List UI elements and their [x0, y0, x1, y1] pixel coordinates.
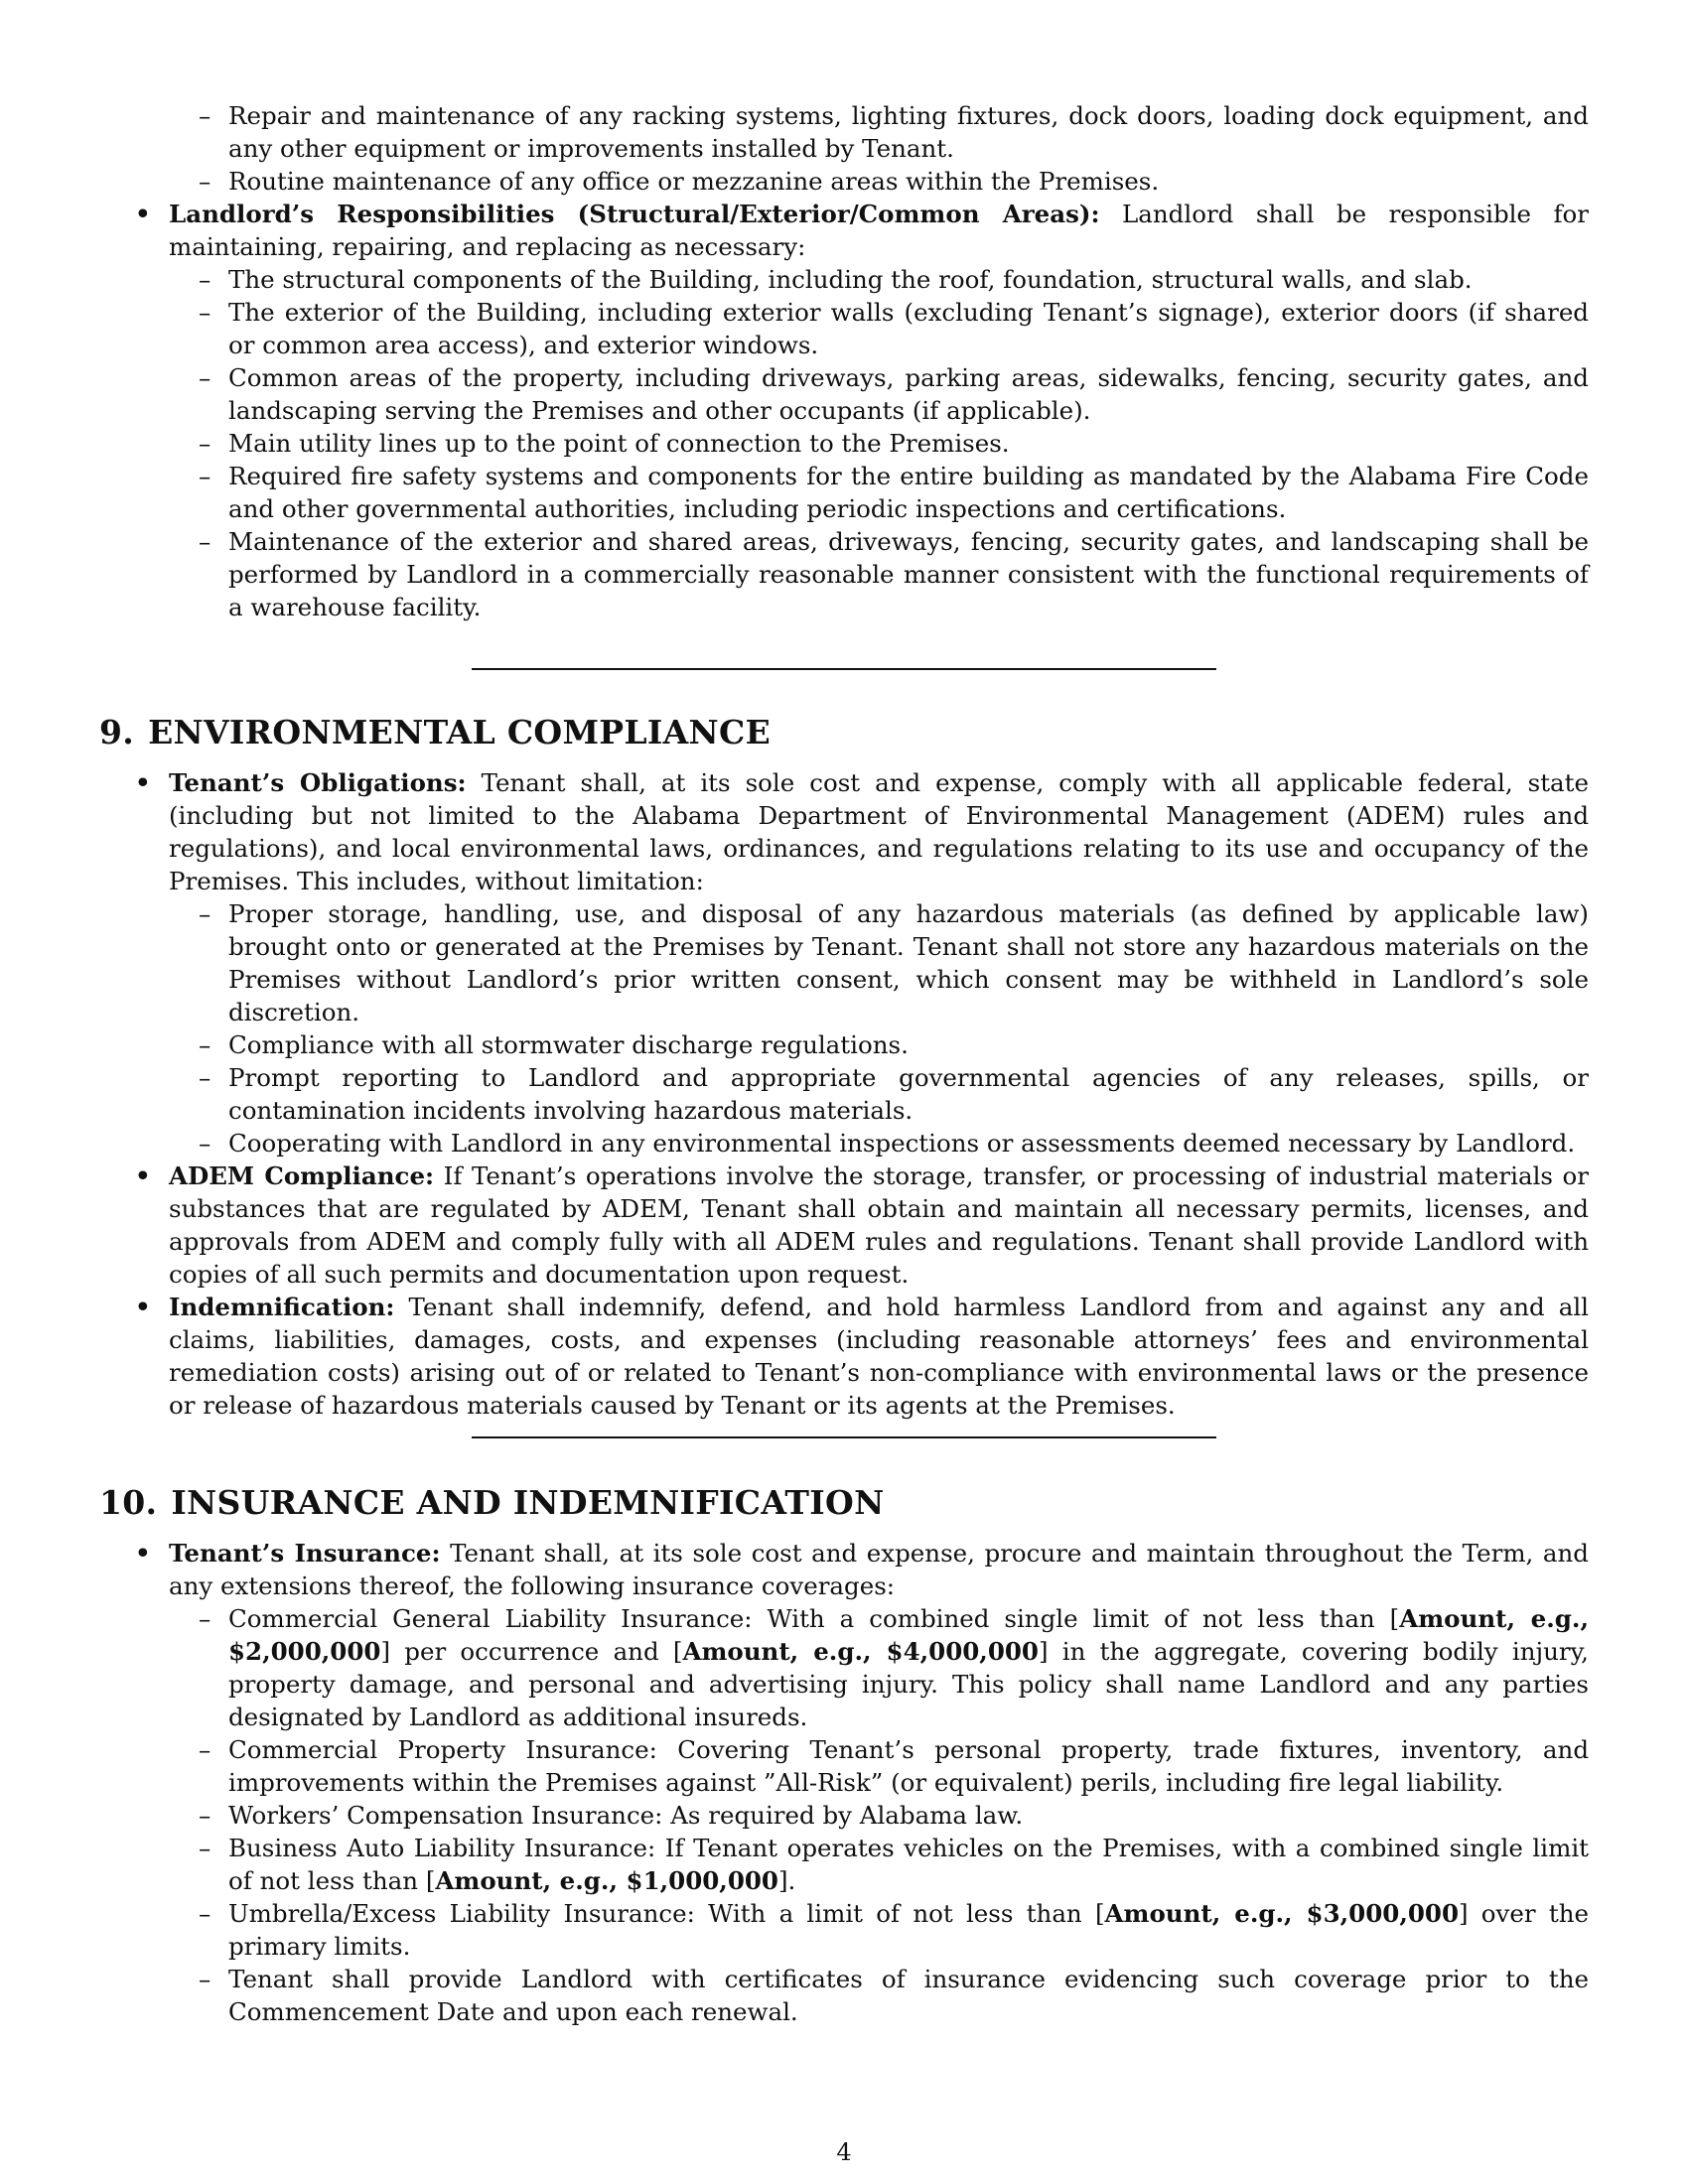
bullet-label: ADEM Compliance: — [169, 1161, 435, 1190]
list-item: – Required fire safety systems and components for the entire building as mandated by the Alabama Fire Code and other governmental authorities, including periodic inspections and certifications. — [199, 462, 1589, 523]
bullet-item: • Tenant’s Insurance: Tenant shall, at its sole cost and expense, procure and maintain throughout the Term, and any extensions thereof, the following insurance coverages: – Commercial General Liability Insurance: With a combined single limit of not less than [Amount, e.g., $2,000,000] per occurrence and [Amount, e.g., $4,000,000] in the aggregate, covering bodily injury, property damage, and personal and advertising injury. This policy shall name Landlord and any parties designated by Landlord as additional insureds. – Commercial Property Insurance: Covering Tenant’s personal property, trade fixtures, inventory, and improvements within the Premises against ”All-Risk” (or equivalent) perils, including fire legal liability. – Workers’ Compensation Insurance: As required by Alabama law. – Business Auto Liability Insurance: If Tenant operates vehicles on the Premises, with a combined single limit of not less than [Amount, e.g., $1,000,000]. – Umbrella/Excess Liability Insurance: With a limit of not less than [Amount, e.g., $3,000,000] over the primary limits. – Tenant shall provide Landlord with certificates of insurance evidencing such coverage prior to the Commencement Date and upon each renewal. — [99, 1537, 1589, 2028]
section-9-heading: 9. ENVIRONMENTAL COMPLIANCE — [99, 713, 772, 751]
list-item: – Commercial General Liability Insurance: With a combined single limit of not less than [Amount, e.g., $2,000,000] per occurrence and [Amount, e.g., $4,000,000] in the aggregate, covering bodily injury, property damage, and personal and advertising injury. This policy shall name Landlord and any parties designated by Landlord as additional insureds. — [199, 1604, 1589, 1731]
list-item: – Common areas of the property, including driveways, parking areas, sidewalks, fencing, security gates, and landscaping serving the Premises and other occupants (if applicable). — [199, 363, 1589, 425]
list-item: – Repair and maintenance of any racking systems, lighting fixtures, dock doors, loading dock equipment, and any other equipment or improvements installed by Tenant. — [199, 101, 1589, 163]
insurance-items — [99, 1602, 1589, 2028]
section-10-body — [99, 1537, 1589, 2028]
list-item: – Compliance with all stormwater discharge regulations. — [199, 1030, 909, 1059]
section-divider — [472, 1436, 1216, 1438]
bullet-label: Tenant’s Obligations: — [169, 768, 467, 797]
list-item: – Proper storage, handling, use, and disposal of any hazardous materials (as defined by applicable law) brought onto or generated at the Premises by Tenant. Tenant shall not store any hazardous materials on the Premises without Landlord’s prior written consent, which consent may be withheld in Landlord’s sole discretion. — [199, 899, 1589, 1026]
list-item: – Maintenance of the exterior and shared areas, driveways, fencing, security gates, and landscaping shall be performed by Landlord in a commercially reasonable manner consistent with the functional requirements of a warehouse facility. — [199, 527, 1589, 621]
page-number: 4 — [836, 2138, 852, 2166]
list-item: – Commercial Property Insurance: Covering Tenant’s personal property, trade fixtures, inventory, and improvements within the Premises against ”All-Risk” (or equivalent) perils, including fire legal liability. — [199, 1735, 1589, 1797]
list-item: – Prompt reporting to Landlord and appropriate governmental agencies of any releases, spills, or contamination incidents involving hazardous materials. — [199, 1063, 1589, 1125]
landlord-responsibilities — [99, 198, 1589, 623]
list-item: – The structural components of the Building, including the roof, foundation, structural walls, and slab. — [199, 265, 1473, 294]
bullet-item: • Indemnification: Tenant shall indemnify, defend, and hold harmless Landlord from and against any and all claims, liabilities, damages, costs, and expenses (including reasonable attorneys’ fees and environmental remediation costs) arising out of or related to Tenant’s non-compliance with environmental laws or the presence or release of hazardous materials caused by Tenant or its agents at the Premises. — [135, 1293, 1589, 1420]
bullet-label: Tenant’s Insurance: — [169, 1539, 441, 1568]
landlord-items — [99, 263, 1589, 623]
tenant-responsibility-items-tail — [99, 99, 1589, 198]
tenant-obligation-items — [99, 897, 1589, 1160]
list-item: – Main utility lines up to the point of connection to the Premises. — [199, 429, 1010, 458]
list-item: – Tenant shall provide Landlord with certificates of insurance evidencing such coverage prior to the Commencement Date and upon each renewal. — [199, 1965, 1589, 2026]
bullet-item: • Tenant’s Obligations: Tenant shall, at its sole cost and expense, comply with all applicable federal, state (including but not limited to the Alabama Department of Environmental Management (ADEM) rules and regulations), and local environmental laws, ordinances, and regulations relating to its use and occupancy of the Premises. This includes, without limitation: – Proper storage, handling, use, and disposal of any hazardous materials (as defined by applicable law) brought onto or generated at the Premises by Tenant. Tenant shall not store any hazardous materials on the Premises without Landlord’s prior written consent, which consent may be withheld in Landlord’s sole discretion. – Compliance with all stormwater discharge regulations. – Prompt reporting to Landlord and appropriate governmental agencies of any releases, spills, or contamination incidents involving hazardous materials. – Cooperating with Landlord in any environmental inspections or assessments deemed necessary by Landlord. — [99, 766, 1589, 1160]
list-item: – Workers’ Compensation Insurance: As required by Alabama law. — [199, 1801, 1024, 1830]
section-divider — [472, 668, 1216, 670]
list-item: – Umbrella/Excess Liability Insurance: With a limit of not less than [Amount, e.g., $3,000,000] over the primary limits. — [199, 1899, 1589, 1961]
list-item: – The exterior of the Building, including exterior walls (excluding Tenant’s signage), exterior doors (if shared or common area access), and exterior windows. — [199, 298, 1589, 359]
section-8-continued — [99, 99, 1589, 623]
bullet-item: • Landlord’s Responsibilities (Structural/Exterior/Common Areas): Landlord shall be responsible for maintaining, repairing, and replacing as necessary: – The structural components of the Building, including the roof, foundation, structural walls, and slab. – The exterior of the Building, including exterior walls (excluding Tenant’s signage), exterior doors (if shared or common area access), and exterior windows. – Common areas of the property, including driveways, parking areas, sidewalks, fencing, security gates, and landscaping serving the Premises and other occupants (if applicable). – Main utility lines up to the point of connection to the Premises. – Required fire safety systems and components for the entire building as mandated by the Alabama Fire Code and other governmental authorities, including periodic inspections and certifications. – Maintenance of the exterior and shared areas, driveways, fencing, security gates, and landscaping shall be performed by Landlord in a commercially reasonable manner consistent with the functional requirements of a warehouse facility. — [99, 198, 1589, 623]
list-item: – Cooperating with Landlord in any environmental inspections or assessments deemed necessary by Landlord. — [199, 1129, 1576, 1158]
list-item: – Routine maintenance of any office or mezzanine areas within the Premises. — [199, 167, 1160, 196]
bullet-label: Indemnification: — [169, 1293, 395, 1321]
bullet-label: Landlord’s Responsibilities (Structural/Exterior/Common Areas): — [169, 200, 1100, 228]
section-9-body — [99, 766, 1589, 1422]
list-item: – Business Auto Liability Insurance: If Tenant operates vehicles on the Premises, with a combined single limit of not less than [Amount, e.g., $1,000,000]. — [199, 1834, 1589, 1895]
bullet-item: • ADEM Compliance: If Tenant’s operations involve the storage, transfer, or processing of industrial materials or substances that are regulated by ADEM, Tenant shall obtain and maintain all necessary permits, licenses, and approvals from ADEM and comply fully with all ADEM rules and regulations. Tenant shall provide Landlord with copies of all such permits and documentation upon request. — [135, 1161, 1589, 1289]
section-10-heading: 10. INSURANCE AND INDEMNIFICATION — [99, 1483, 885, 1522]
